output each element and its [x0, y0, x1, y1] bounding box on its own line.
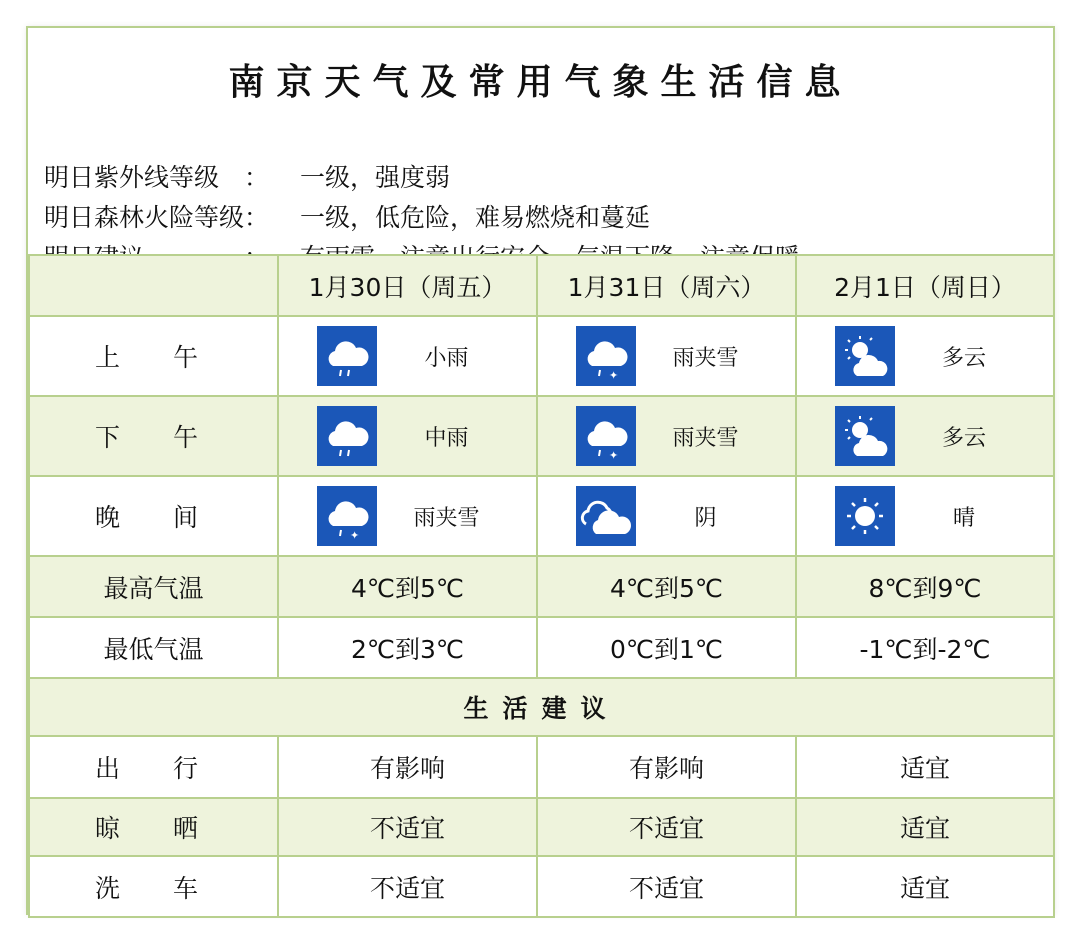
- period-row-afternoon: [29, 396, 1054, 476]
- condition-text: 雨夹雪: [672, 425, 739, 451]
- sleet-icon: [317, 486, 377, 546]
- svg-text:✦: ✦: [609, 449, 619, 462]
- partly-cloudy-icon: [835, 406, 895, 466]
- condition-text: 多云: [941, 425, 986, 451]
- condition-cell: [278, 396, 537, 476]
- condition-text: 多云: [941, 345, 986, 371]
- condition-cell: [537, 476, 796, 556]
- sleet-icon: [576, 406, 636, 466]
- overcast-icon: [576, 486, 636, 546]
- condition-cell: [537, 396, 796, 476]
- temp-high-row: [29, 556, 1054, 617]
- uv-level-value: 一级，强度弱: [300, 163, 451, 192]
- fire-risk-row: [44, 200, 650, 236]
- condition-cell: [796, 316, 1054, 396]
- uv-level-row: [44, 160, 450, 196]
- rain-icon: [317, 326, 377, 386]
- sunny-icon: [835, 486, 895, 546]
- header-corner: [29, 255, 278, 316]
- day-header: 1月31日（周六）: [537, 255, 796, 316]
- life-row-drying: [29, 798, 1054, 856]
- svg-text:✦: ✦: [350, 529, 360, 542]
- page-title: 南京天气及常用气象生活信息: [228, 61, 853, 103]
- life-value: 不适宜: [278, 856, 537, 917]
- life-label: 晾 晒: [29, 798, 278, 856]
- life-value: 不适宜: [537, 798, 796, 856]
- forecast-table: [28, 254, 1055, 918]
- temp-value: 8℃到9℃: [796, 556, 1054, 617]
- fire-risk-value: 一级，低危险，难易燃烧和蔓延: [300, 203, 651, 232]
- condition-cell: [796, 476, 1054, 556]
- weather-card: [26, 26, 1055, 915]
- life-value: 有影响: [278, 736, 537, 798]
- fire-risk-label: 明日森林火险等级：: [44, 203, 270, 232]
- rain-icon: [317, 406, 377, 466]
- life-row-travel: [29, 736, 1054, 798]
- life-label: 洗 车: [29, 856, 278, 917]
- temp-value: 2℃到3℃: [278, 617, 537, 678]
- condition-text: 阴: [694, 505, 717, 531]
- period-row-evening: [29, 476, 1054, 556]
- temp-value: 4℃到5℃: [537, 556, 796, 617]
- day-header-row: [29, 255, 1054, 316]
- day-header: 2月1日（周日）: [796, 255, 1054, 316]
- partly-cloudy-icon: [835, 326, 895, 386]
- condition-cell: [278, 476, 537, 556]
- life-value: 不适宜: [278, 798, 537, 856]
- life-value: 有影响: [537, 736, 796, 798]
- life-row-carwash: [29, 856, 1054, 917]
- day-header: 1月30日（周五）: [278, 255, 537, 316]
- condition-cell: [796, 396, 1054, 476]
- temp-value: 4℃到5℃: [278, 556, 537, 617]
- svg-text:✦: ✦: [609, 369, 619, 382]
- period-label: 晚 间: [29, 476, 278, 556]
- temp-low-row: [29, 617, 1054, 678]
- condition-text: 雨夹雪: [413, 505, 480, 531]
- condition-text: 小雨: [424, 345, 469, 371]
- period-label: 下 午: [29, 396, 278, 476]
- life-value: 适宜: [796, 736, 1054, 798]
- life-section-title: 生活建议: [29, 678, 1054, 736]
- condition-text: 晴: [952, 505, 975, 531]
- temp-value: -1℃到-2℃: [796, 617, 1054, 678]
- temp-label: 最高气温: [29, 556, 278, 617]
- temp-label: 最低气温: [29, 617, 278, 678]
- life-value: 适宜: [796, 798, 1054, 856]
- period-label: 上 午: [29, 316, 278, 396]
- sleet-icon: [576, 326, 636, 386]
- uv-level-label: 明日紫外线等级 ：: [44, 163, 270, 192]
- condition-cell: [278, 316, 537, 396]
- temp-value: 0℃到1℃: [537, 617, 796, 678]
- life-label: 出 行: [29, 736, 278, 798]
- condition-text: 雨夹雪: [672, 345, 739, 371]
- period-row-morning: [29, 316, 1054, 396]
- condition-cell: [537, 316, 796, 396]
- life-value: 不适宜: [537, 856, 796, 917]
- condition-text: 中雨: [424, 425, 469, 451]
- life-section-row: [29, 678, 1054, 736]
- life-value: 适宜: [796, 856, 1054, 917]
